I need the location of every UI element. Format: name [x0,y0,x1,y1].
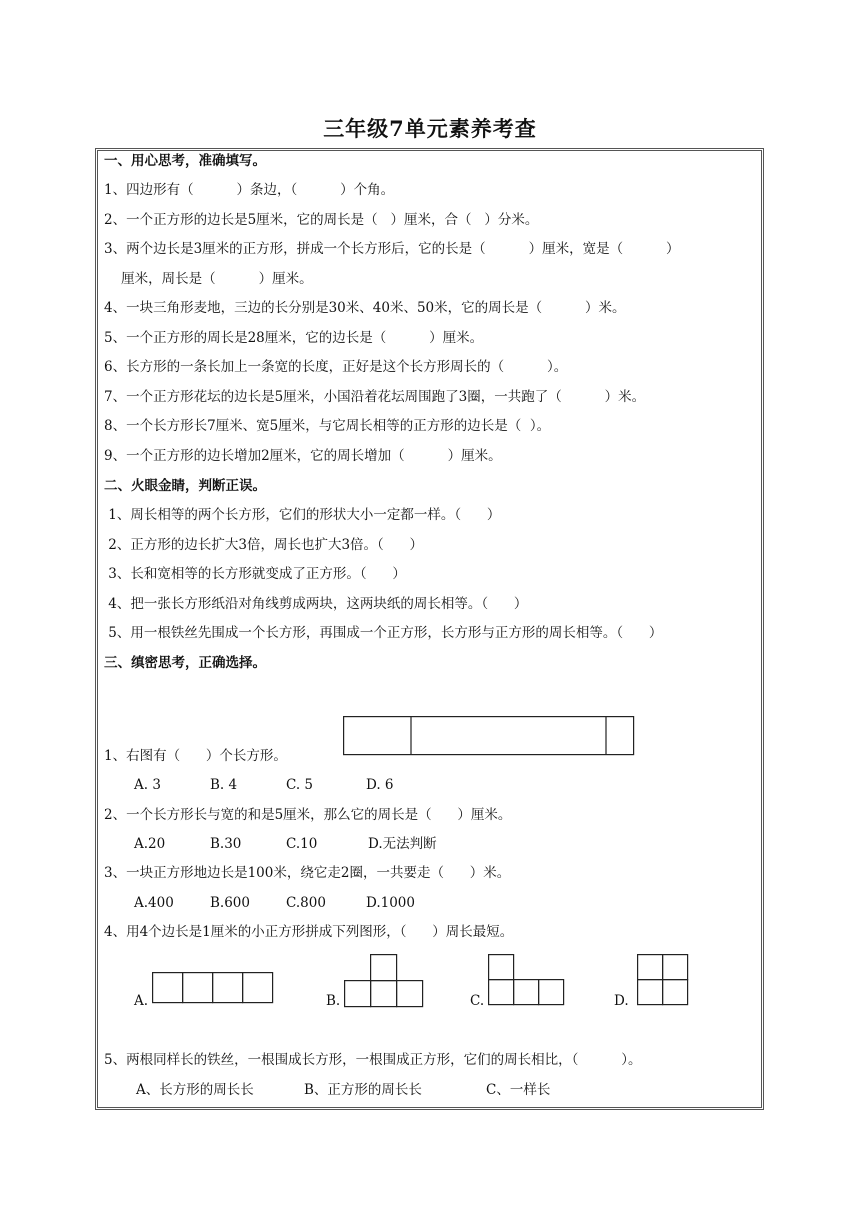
section-1-heading: 一、用心思考，准确填写。 [104,153,266,169]
s1-q2: 2、一个正方形的边长是5厘米，它的周长是（ ）厘米，合（ ）分米。 [104,212,539,228]
s3-q3-option-c: C.800 [286,895,326,911]
s3-q1-option-c: C. 5 [286,777,314,793]
q4-figure-b [344,954,426,1008]
s1-q1: 1、四边形有（ ）条边，（ ）个角。 [104,182,395,198]
s3-q2: 2、一个长方形长与宽的和是5厘米，那么它的周长是（ ）厘米。 [104,807,512,823]
s2-q2: 2、正方形的边长扩大3倍，周长也扩大3倍。（ ） [104,537,424,553]
s3-q3: 3、一块正方形地边长是100米，绕它走2圈，一共要走（ ）米。 [104,865,511,881]
s1-q6: 6、长方形的一条长加上一条宽的长度，正好是这个长方形周长的（ ）。 [104,359,568,375]
s3-q1-option-d: D. 6 [366,777,394,793]
s1-q7: 7、一个正方形花坛的边长是5厘米，小国沿着花坛周围跑了3圈，一共跑了（ ）米。 [104,389,646,405]
s3-q2-option-b: B.30 [210,836,242,852]
s1-q3-cont: 厘米，周长是（ ）厘米。 [104,271,313,287]
s1-q8: 8、一个长方形长7厘米、宽5厘米，与它周长相等的正方形的边长是（ ）。 [104,418,551,434]
s3-q4: 4、用4个边长是1厘米的小正方形拼成下列图形，（ ）周长最短。 [104,924,514,940]
s2-q5: 5、用一根铁丝先围成一个长方形，再围成一个正方形，长方形与正方形的周长相等。（ ） [104,625,663,641]
s3-q5: 5、两根同样长的铁丝，一根围成长方形，一根围成正方形，它们的周长相比，（ ）。 [104,1052,642,1068]
section-3-heading: 三、缜密思考，正确选择。 [104,655,266,671]
q4-figure-a [152,972,274,1004]
s3-q2-option-d: D.无法判断 [368,836,437,852]
s3-q5-option-b: B、正方形的周长长 [304,1082,422,1098]
s3-q3-option-a: A.400 [134,895,174,911]
s3-q5-option-c: C、一样长 [486,1082,551,1098]
s3-q4-option-a: A. [134,993,149,1009]
s3-q4-option-b: B. [326,993,341,1009]
q1-figure [343,716,635,756]
page-title: 三年级7单元素养考查 [323,116,537,141]
section-2-heading: 二、火眼金睛，判断正误。 [104,478,266,494]
s3-q2-option-a: A.20 [134,836,166,852]
s3-q4-option-d: D. [614,993,629,1009]
q4-figure-d [637,954,691,1008]
s1-q4: 4、一块三角形麦地，三边的长分别是30米、40米、50米，它的周长是（ ）米。 [104,300,626,316]
q4-figure-c [488,954,568,1008]
s2-q4: 4、把一张长方形纸沿对角线剪成两块，这两块纸的周长相等。（ ） [104,596,528,612]
s3-q3-option-b: B.600 [210,895,250,911]
s1-q3: 3、两个边长是3厘米的正方形，拼成一个长方形后，它的长是（ ）厘米，宽是（ ） [104,241,680,257]
s3-q3-option-d: D.1000 [366,895,415,911]
s1-q5: 5、一个正方形的周长是28厘米，它的边长是（ ）厘米。 [104,330,484,346]
s3-q5-option-a: A、长方形的周长长 [136,1082,254,1098]
s1-q9: 9、一个正方形的边长增加2厘米，它的周长增加（ ）厘米。 [104,448,502,464]
s3-q2-option-c: C.10 [286,836,318,852]
s3-q1-option-b: B. 4 [210,777,238,793]
s3-q4-option-c: C. [470,993,485,1009]
s2-q3: 3、长和宽相等的长方形就变成了正方形。（ ） [104,566,406,582]
s3-q1: 1、右图有（ ）个长方形。 [104,748,287,764]
s2-q1: 1、周长相等的两个长方形，它们的形状大小一定都一样。（ ） [104,507,501,523]
s3-q1-option-a: A. 3 [134,777,161,793]
